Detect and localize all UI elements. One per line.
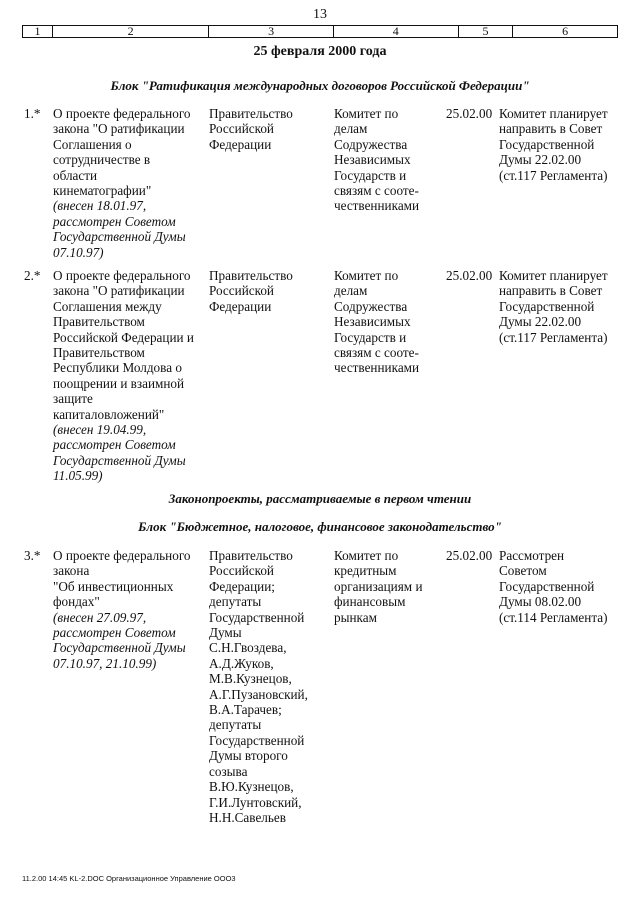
- committee-line: Содружества: [334, 298, 408, 314]
- committee-line: делам: [334, 283, 368, 299]
- author-line: С.Н.Гвоздева,: [209, 640, 287, 656]
- submission-note-line: Государственной Думы: [53, 229, 186, 245]
- column-number-4: 4: [334, 26, 459, 37]
- entry-date: 25.02.00: [446, 548, 493, 563]
- column-number-2: 2: [53, 26, 209, 37]
- title-line: О проекте федерального: [53, 548, 191, 563]
- committee-line: кредитным: [334, 563, 397, 579]
- status-line: Комитет планирует: [499, 268, 608, 283]
- author-line: В.Ю.Кузнецов,: [209, 779, 294, 795]
- committee-line: Независимых: [334, 314, 411, 330]
- committee-line: Государств и: [334, 167, 407, 183]
- title-line: Соглашения между: [53, 298, 162, 314]
- committee-line: чественниками: [334, 198, 420, 214]
- title-line: "Об инвестиционных: [53, 578, 174, 594]
- section-heading-first-reading: Законопроекты, рассматриваемые в первом чтении: [168, 491, 472, 506]
- committee-line: финансовым: [334, 594, 406, 610]
- status-line: Государственной: [499, 578, 595, 594]
- entry-status: [499, 268, 621, 345]
- section-heading-ratification: Блок "Ратификация международных договоров Российской Федерации": [110, 78, 530, 93]
- entry-date: 25.02.00: [446, 268, 493, 283]
- entry-number: 3.*: [24, 548, 41, 563]
- status-line: Советом: [499, 563, 547, 579]
- author-line: Правительство: [209, 106, 293, 121]
- title-line: защите: [53, 391, 93, 407]
- document-footer: 11.2.00 14:45 KL-2.DOC Организационное Управление ООО3: [22, 874, 236, 883]
- title-line: фондах": [53, 594, 100, 610]
- author-line: Правительство: [209, 548, 293, 563]
- author-line: Российской: [209, 563, 274, 579]
- committee-line: рынкам: [334, 609, 377, 625]
- committee-line: Комитет по: [334, 548, 399, 563]
- submission-note-line: (внесен 18.01.97,: [53, 198, 147, 214]
- submission-note-line: (внесен 27.09.97,: [53, 609, 147, 625]
- author-line: Федерации;: [209, 578, 275, 594]
- committee-line: организациям и: [334, 578, 423, 594]
- status-line: Комитет планирует: [499, 106, 608, 121]
- section-heading-budget: Блок "Бюджетное, налоговое, финансовое законодательство": [138, 519, 502, 534]
- submission-note-line: рассмотрен Советом: [53, 625, 176, 641]
- author-line: Государственной: [209, 609, 305, 625]
- column-number-6: 6: [562, 24, 569, 38]
- author-line: А.Г.Пузановский,: [209, 686, 308, 702]
- submission-note-line: 07.10.97, 21.10.99): [53, 655, 157, 671]
- title-line: закона "О ратификации: [53, 121, 185, 137]
- title-line: Соглашения о: [53, 136, 132, 152]
- author-line: Российской: [209, 283, 274, 299]
- committee-line: связям с сооте-: [334, 345, 419, 361]
- status-line: Думы 22.02.00: [499, 314, 582, 330]
- committee-line: Государств и: [334, 329, 407, 345]
- entry-committee: [334, 548, 442, 625]
- date-heading: 25 февраля 2000 года: [253, 44, 387, 59]
- column-number-row: [22, 25, 618, 38]
- entry-status: [499, 106, 621, 183]
- status-line: Рассмотрен: [499, 548, 565, 563]
- title-line: капиталовложений": [53, 406, 165, 422]
- committee-line: Комитет по: [334, 106, 399, 121]
- title-line: Правительством: [53, 314, 145, 330]
- committee-line: делам: [334, 121, 368, 137]
- entry-number: 1.*: [24, 106, 41, 121]
- author-line: Федерации: [209, 298, 272, 314]
- title-line: О проекте федерального: [53, 106, 191, 121]
- entry-status: [499, 548, 621, 625]
- page-number: 13: [313, 7, 327, 22]
- author-line: А.Д.Жуков,: [209, 655, 274, 671]
- submission-note-line: (внесен 19.04.99,: [53, 422, 147, 438]
- entry-number: 2.*: [24, 268, 41, 283]
- status-line: Думы 22.02.00: [499, 152, 582, 168]
- title-line: поощрении и взаимной: [53, 375, 185, 391]
- committee-line: чественниками: [334, 360, 420, 376]
- author-line: М.В.Кузнецов,: [209, 671, 292, 687]
- author-line: В.А.Тарачев;: [209, 702, 282, 718]
- status-line: Думы 08.02.00: [499, 594, 582, 610]
- column-number-5: 5: [459, 26, 514, 37]
- title-line: закона "О ратификации: [53, 283, 185, 299]
- author-line: Думы второго: [209, 748, 288, 764]
- committee-line: Независимых: [334, 152, 411, 168]
- submission-note-line: Государственной Думы: [53, 452, 186, 468]
- title-line: Правительством: [53, 345, 145, 361]
- author-line: Федерации: [209, 136, 272, 152]
- column-number-3: 3: [209, 26, 334, 37]
- status-line: (ст.117 Регламента): [499, 167, 608, 183]
- committee-line: Комитет по: [334, 268, 399, 283]
- status-line: Государственной: [499, 136, 595, 152]
- entry-author: [209, 548, 331, 825]
- submission-note-line: рассмотрен Советом: [53, 213, 176, 229]
- entry-author: [209, 106, 331, 152]
- column-number-1: 1: [23, 26, 53, 37]
- submission-note-line: 07.10.97): [53, 244, 104, 260]
- submission-note-line: Государственной Думы: [53, 640, 186, 656]
- author-line: Российской: [209, 121, 274, 137]
- title-line: Российской Федерации и: [53, 329, 194, 345]
- entry-title: [53, 548, 209, 671]
- entry-title: [53, 106, 209, 260]
- status-line: (ст.114 Регламента): [499, 609, 608, 625]
- entry-committee: [334, 268, 442, 376]
- author-line: Н.Н.Савельев: [209, 809, 286, 825]
- author-line: Г.И.Лунтовский,: [209, 794, 302, 810]
- title-line: закона: [53, 563, 90, 579]
- title-line: сотрудничестве в: [53, 152, 151, 168]
- entry-committee: [334, 106, 442, 214]
- title-line: области: [53, 167, 98, 183]
- entry-title: [53, 268, 209, 484]
- author-line: Думы: [209, 625, 242, 641]
- author-line: депутаты: [209, 717, 262, 733]
- entry-date: 25.02.00: [446, 106, 493, 121]
- author-line: Правительство: [209, 268, 293, 283]
- status-line: Государственной: [499, 298, 595, 314]
- submission-note-line: рассмотрен Советом: [53, 437, 176, 453]
- title-line: О проекте федерального: [53, 268, 191, 283]
- author-line: депутаты: [209, 594, 262, 610]
- author-line: созыва: [209, 763, 248, 779]
- committee-line: связям с сооте-: [334, 183, 419, 199]
- status-line: направить в Совет: [499, 121, 603, 137]
- title-line: кинематографии": [53, 183, 152, 199]
- committee-line: Содружества: [334, 136, 408, 152]
- author-line: Государственной: [209, 732, 305, 748]
- status-line: направить в Совет: [499, 283, 603, 299]
- status-line: (ст.117 Регламента): [499, 329, 608, 345]
- submission-note-line: 11.05.99): [53, 468, 103, 484]
- entry-author: [209, 268, 331, 314]
- title-line: Республики Молдова о: [53, 360, 182, 376]
